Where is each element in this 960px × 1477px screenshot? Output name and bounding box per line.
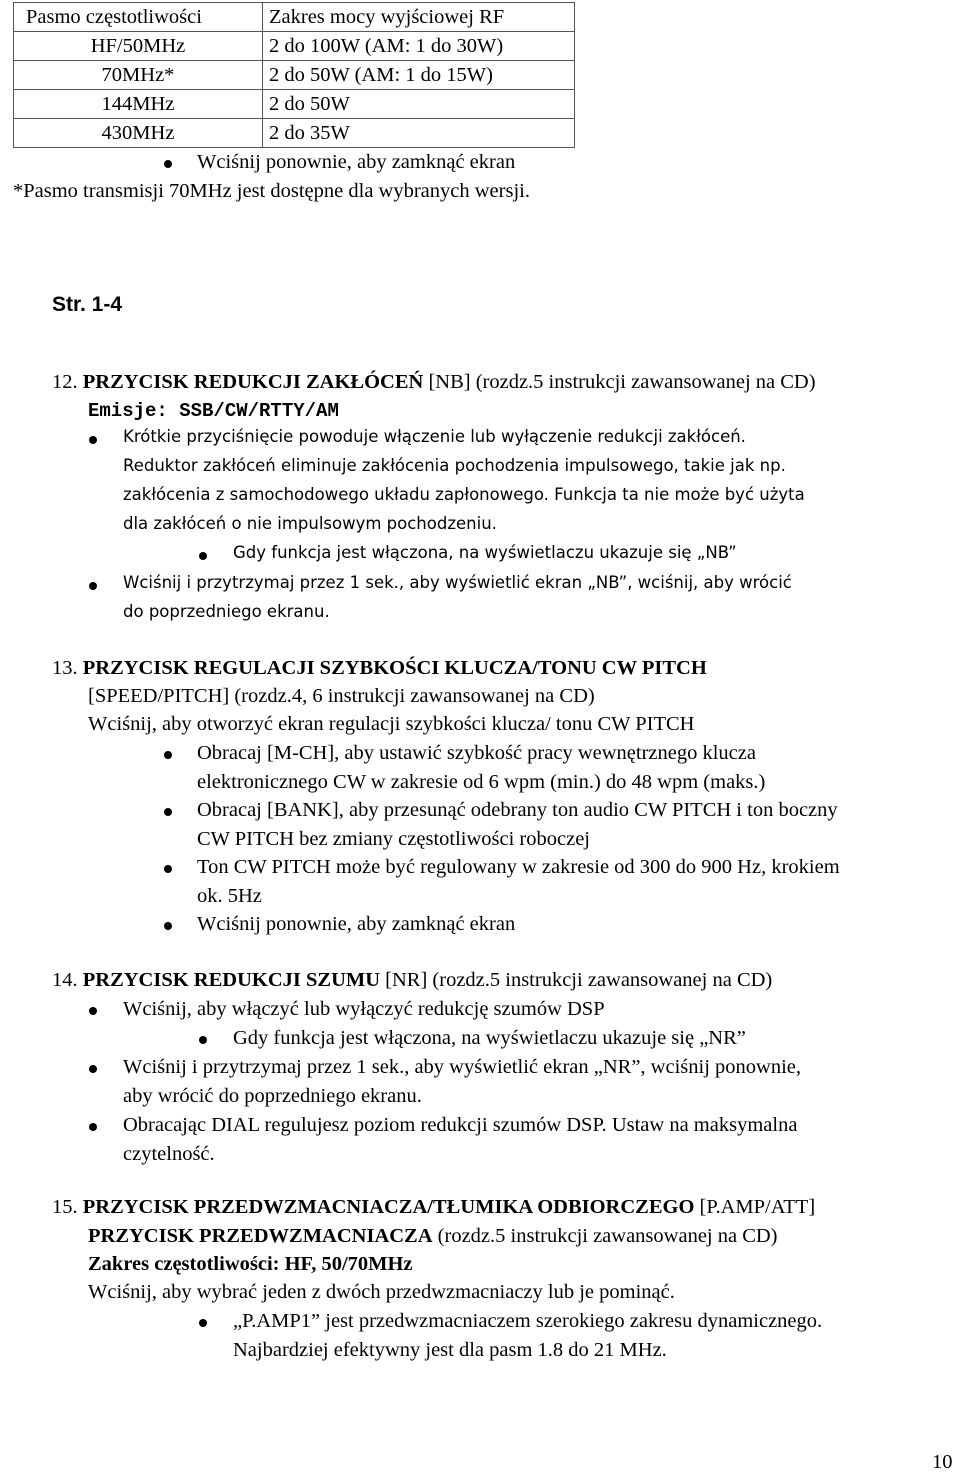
table-cell: 2 do 50W bbox=[263, 90, 575, 119]
close-screen-note: Wciśnij ponownie, aby zamknąć ekran bbox=[197, 151, 516, 173]
section-15-intro: Wciśnij, aby wybrać jeden z dwóch przedwzmacniaczy lub je pominąć. bbox=[88, 1281, 675, 1303]
nr-indicator-note: Gdy funkcja jest włączona, na wyświetlaczu ukazuje się „NR” bbox=[233, 1027, 746, 1049]
table-header-cell: Pasmo częstotliwości bbox=[14, 3, 263, 32]
nb-description-line: zakłócenia z samochodowego układu zapłonowego. Funkcja ta nie może być użyta bbox=[123, 485, 805, 504]
pitch-note: Ton CW PITCH może być regulowany w zakresie od 300 do 900 Hz, krokiem bbox=[197, 856, 840, 878]
section-12-heading bbox=[52, 372, 816, 393]
table-cell: 430MHz bbox=[14, 119, 263, 148]
bullet-icon bbox=[164, 865, 172, 873]
rf-power-table bbox=[13, 2, 575, 148]
section-number: 14. bbox=[52, 969, 78, 991]
bullet-icon bbox=[89, 1065, 97, 1073]
bullet-icon bbox=[89, 436, 97, 444]
pitch-note: Obracaj [M-CH], aby ustawić szybkość pracy wewnętrznego klucza bbox=[197, 742, 756, 764]
nb-indicator-note: Gdy funkcja jest włączona, na wyświetlaczu ukazuje się „NB” bbox=[233, 543, 737, 562]
section-title-rest: [NR] (rozdz.5 instrukcji zawansowanej na CD) bbox=[380, 969, 773, 991]
section-number: 13. bbox=[52, 657, 78, 679]
section-15-heading bbox=[52, 1197, 815, 1218]
nr-hold-note: aby wrócić do poprzedniego ekranu. bbox=[123, 1085, 422, 1107]
nb-description-line: Krótkie przyciśnięcie powoduje włączenie lub wyłączenie redukcji zakłóceń. bbox=[123, 427, 746, 446]
table-cell: 2 do 35W bbox=[263, 119, 575, 148]
section-title: PRZYCISK REDUKCJI ZAKŁÓCEŃ bbox=[82, 371, 424, 393]
section-13-heading bbox=[52, 658, 707, 679]
nr-note: Wciśnij, aby włączyć lub wyłączyć redukcję szumów DSP bbox=[123, 998, 605, 1020]
frequency-range: Zakres częstotliwości: HF, 50/70MHz bbox=[88, 1253, 413, 1275]
bullet-icon bbox=[164, 808, 172, 816]
section-number: 15. bbox=[52, 1196, 78, 1218]
section-title-rest: [NB] (rozdz.5 instrukcji zawansowanej na CD) bbox=[423, 371, 816, 393]
footnote: *Pasmo transmisji 70MHz jest dostępne dla wybranych wersji. bbox=[13, 180, 530, 202]
nb-hold-note: do poprzedniego ekranu. bbox=[123, 602, 330, 621]
section-15-subheading bbox=[88, 1226, 778, 1247]
section-title: PRZYCISK REGULACJI SZYBKOŚCI KLUCZA/TONU CW PITCH bbox=[82, 657, 707, 679]
table-row bbox=[14, 90, 575, 119]
nb-description-line: dla zakłóceń o nie impulsowym pochodzeniu. bbox=[123, 514, 497, 533]
nr-dial-note: Obracając DIAL regulujesz poziom redukcji szumów DSP. Ustaw na maksymalna bbox=[123, 1114, 798, 1136]
bullet-icon bbox=[199, 1319, 207, 1327]
section-title: PRZYCISK REDUKCJI SZUMU bbox=[82, 969, 381, 991]
table-row bbox=[14, 61, 575, 90]
table-row bbox=[14, 119, 575, 148]
pitch-note: Obracaj [BANK], aby przesunąć odebrany ton audio CW PITCH i ton boczny bbox=[197, 799, 838, 821]
preamp-title-rest: (rozdz.5 instrukcji zawansowanej na CD) bbox=[432, 1225, 778, 1247]
bullet-icon bbox=[164, 751, 172, 759]
preamp-note: „P.AMP1” jest przedwzmacniaczem szerokiego zakresu dynamicznego. bbox=[233, 1310, 823, 1332]
emissions-label: Emisje: SSB/CW/RTTY/AM bbox=[88, 400, 339, 422]
table-header-cell: Zakres mocy wyjściowej RF bbox=[263, 3, 575, 32]
section-title: PRZYCISK PRZEDWZMACNIACZA/TŁUMIKA ODBIORCZEGO bbox=[82, 1196, 695, 1218]
bullet-icon bbox=[199, 1036, 207, 1044]
preamp-title: PRZYCISK PRZEDWZMACNIACZA bbox=[88, 1225, 433, 1247]
table-cell: 70MHz* bbox=[14, 61, 263, 90]
bullet-icon bbox=[199, 552, 207, 560]
bullet-icon bbox=[89, 582, 97, 590]
table-cell: 144MHz bbox=[14, 90, 263, 119]
table-cell: 2 do 100W (AM: 1 do 30W) bbox=[263, 32, 575, 61]
section-title-rest: [P.AMP/ATT] bbox=[694, 1196, 816, 1218]
pitch-note: ok. 5Hz bbox=[197, 885, 262, 907]
page-reference: Str. 1-4 bbox=[52, 293, 123, 316]
bullet-icon bbox=[89, 1007, 97, 1015]
section-13-intro: Wciśnij, aby otworzyć ekran regulacji szybkości klucza/ tonu CW PITCH bbox=[88, 713, 695, 735]
preamp-note: Najbardziej efektywny jest dla pasm 1.8 do 21 MHz. bbox=[233, 1339, 667, 1361]
section-14-heading bbox=[52, 970, 772, 991]
page-number: 10 bbox=[932, 1451, 953, 1473]
pitch-note: CW PITCH bez zmiany częstotliwości roboczej bbox=[197, 828, 590, 850]
pitch-note: elektronicznego CW w zakresie od 6 wpm (min.) do 48 wpm (maks.) bbox=[197, 771, 766, 793]
table-row bbox=[14, 32, 575, 61]
pitch-note: Wciśnij ponownie, aby zamknąć ekran bbox=[197, 913, 516, 935]
section-13-subheading: [SPEED/PITCH] (rozdz.4, 6 instrukcji zawansowanej na CD) bbox=[88, 685, 595, 707]
table-cell: 2 do 50W (AM: 1 do 15W) bbox=[263, 61, 575, 90]
nr-hold-note: Wciśnij i przytrzymaj przez 1 sek., aby wyświetlić ekran „NR”, wciśnij ponownie, bbox=[123, 1056, 802, 1078]
nb-description-line: Reduktor zakłóceń eliminuje zakłócenia pochodzenia impulsowego, takie jak np. bbox=[123, 456, 786, 475]
nr-dial-note: czytelność. bbox=[123, 1143, 215, 1165]
section-number: 12. bbox=[52, 371, 78, 393]
bullet-icon bbox=[164, 160, 172, 168]
table-cell: HF/50MHz bbox=[14, 32, 263, 61]
bullet-icon bbox=[89, 1123, 97, 1131]
table-header-row bbox=[14, 3, 575, 32]
nb-hold-note: Wciśnij i przytrzymaj przez 1 sek., aby wyświetlić ekran „NB”, wciśnij, aby wrócić bbox=[123, 573, 792, 592]
bullet-icon bbox=[164, 922, 172, 930]
